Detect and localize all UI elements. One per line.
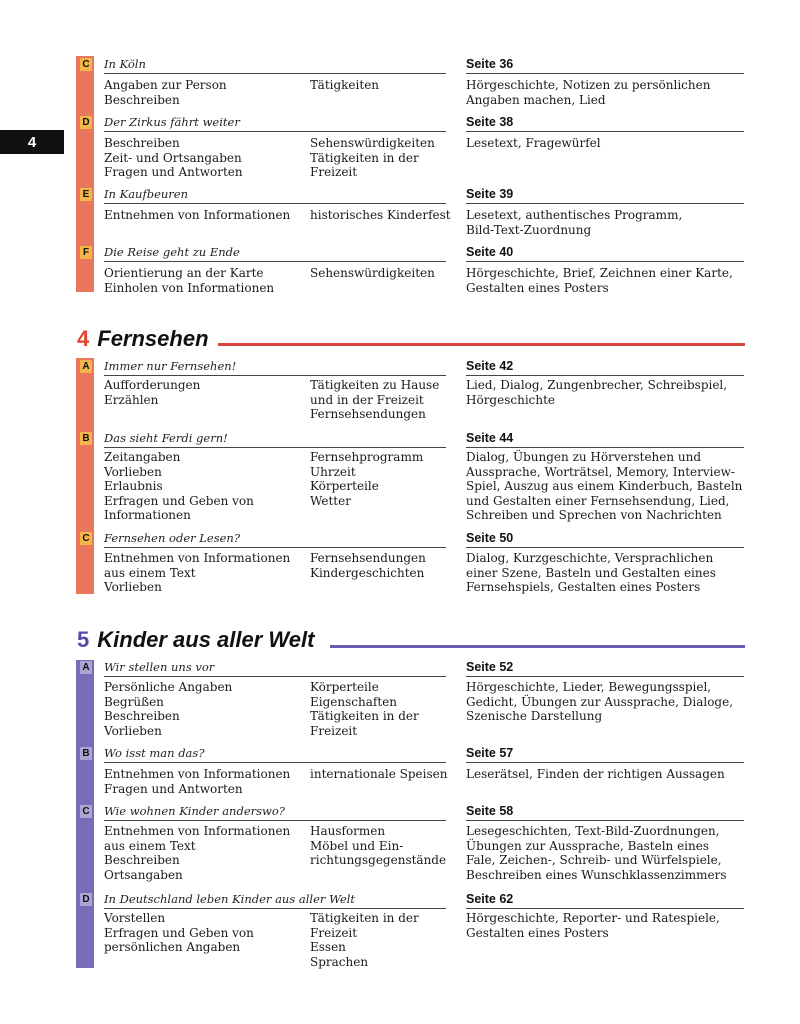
- topics-column: [310, 911, 460, 969]
- text-line: Entnehmen von Informationen: [104, 551, 291, 565]
- text-line: Gedicht, Übungen zur Aussprache, Dialoge,: [466, 694, 734, 709]
- text-line: Gestalten eines Posters: [466, 280, 609, 295]
- section-rule: [104, 676, 446, 677]
- communication-column: [104, 911, 304, 955]
- section-page: Seite 39: [466, 187, 514, 201]
- text-line: Orientierung an der Karte: [104, 266, 264, 280]
- text-line: Bild-Text-Zuordnung: [466, 222, 592, 237]
- text-line: Einholen von Informationen: [104, 280, 275, 295]
- text-line: Körperteile: [310, 479, 379, 493]
- section-page: Seite 58: [466, 804, 514, 818]
- section-rule: [466, 261, 744, 262]
- communication-column: [104, 824, 304, 882]
- text-line: Tätigkeiten: [310, 78, 380, 92]
- section-title: Das sieht Ferdi gern!: [104, 431, 228, 445]
- topics-column: [310, 266, 460, 281]
- text-line: Tätigkeiten in der: [310, 150, 419, 165]
- text-line: Beschreiben: [104, 136, 180, 150]
- text-line: Hörgeschichte: [466, 392, 556, 407]
- text-line: Aussprache, Worträtsel, Memory, Interview-: [466, 464, 735, 479]
- section-rule: [466, 676, 744, 677]
- section-title: Immer nur Fernsehen!: [104, 359, 237, 373]
- text-line: Gestalten eines Posters: [466, 925, 609, 940]
- text-line: Entnehmen von Informationen: [104, 208, 291, 222]
- section-rule: [466, 203, 744, 204]
- text-line: Möbel und Ein-: [310, 838, 404, 853]
- chapter-title: Fernsehen: [97, 326, 209, 351]
- text-line: und Gestalten einer Fernsehsendung, Lied,: [466, 493, 730, 508]
- text-line: Sprachen: [310, 954, 369, 969]
- section-rule: [466, 762, 744, 763]
- section-rule: [466, 820, 744, 821]
- activities-column: [466, 824, 756, 882]
- text-line: Erfragen und Geben von: [104, 925, 254, 940]
- activities-column: [466, 78, 756, 107]
- text-line: Zeit- und Ortsangaben: [104, 150, 242, 165]
- section-title: Fernsehen oder Lesen?: [104, 531, 241, 545]
- section-page: Seite 50: [466, 531, 514, 545]
- text-line: Hörgeschichte, Lieder, Bewegungsspiel,: [466, 680, 712, 694]
- topics-column: [310, 551, 460, 580]
- section-letter: D: [80, 893, 92, 906]
- text-line: Informationen: [104, 508, 191, 522]
- section-rule: [466, 908, 744, 909]
- text-line: Hausformen: [310, 824, 386, 838]
- activities-column: [466, 450, 756, 523]
- text-line: Zeitangaben: [104, 450, 181, 464]
- section-letter: C: [80, 805, 92, 818]
- section-rule: [466, 73, 744, 74]
- section-title: In Deutschland leben Kinder aus aller Welt: [104, 892, 356, 906]
- text-line: Fale, Zeichen-, Schreib- und Würfelspiele,: [466, 853, 722, 867]
- topics-column: [310, 378, 460, 422]
- text-line: Szenische Darstellung: [466, 709, 603, 723]
- section-rule: [466, 375, 744, 376]
- text-line: Übungen zur Aussprache, Basteln eines: [466, 838, 710, 853]
- activities-column: [466, 680, 756, 724]
- section-page: Seite 52: [466, 660, 514, 674]
- text-line: Lesetext, authentisches Programm,: [466, 208, 683, 222]
- text-line: Beschreiben eines Wunschklassenzimmers: [466, 867, 727, 882]
- text-line: Vorlieben: [104, 464, 162, 479]
- chapter-number: 4: [77, 326, 90, 351]
- section-title: Der Zirkus fährt weiter: [104, 115, 240, 129]
- page-number-tab: 4: [0, 130, 64, 154]
- chapter-title: Kinder aus aller Welt: [97, 627, 315, 652]
- section-letter: B: [80, 432, 92, 445]
- text-line: Dialog, Übungen zu Hörverstehen und: [466, 450, 702, 464]
- chapter-5-rule: [330, 645, 745, 648]
- text-line: Lesegeschichten, Text-Bild-Zuordnungen,: [466, 824, 720, 838]
- section-page: Seite 36: [466, 57, 514, 71]
- text-line: Fernsehsendungen: [310, 551, 426, 565]
- section-rule: [104, 820, 446, 821]
- section-page: Seite 57: [466, 746, 514, 760]
- section-rule: [104, 547, 446, 548]
- communication-column: [104, 266, 304, 295]
- section-page: Seite 38: [466, 115, 514, 129]
- section-page: Seite 44: [466, 431, 514, 445]
- chapter-4-heading: [77, 326, 209, 352]
- section-rule: [104, 203, 446, 204]
- text-line: Entnehmen von Informationen: [104, 824, 291, 838]
- text-line: Hörgeschichte, Reporter- und Ratespiele,: [466, 911, 720, 925]
- text-line: Tätigkeiten in der: [310, 709, 419, 723]
- text-line: aus einem Text: [104, 565, 196, 580]
- activities-column: [466, 378, 756, 407]
- text-line: Freizeit: [310, 165, 358, 179]
- activities-column: [466, 767, 756, 782]
- text-line: Wetter: [310, 493, 351, 508]
- chapter-4-rule: [218, 343, 745, 346]
- text-line: Tätigkeiten in der: [310, 911, 419, 925]
- text-line: Hörgeschichte, Brief, Zeichnen einer Karte,: [466, 266, 733, 280]
- section-letter: C: [80, 58, 92, 71]
- topics-column: [310, 824, 460, 868]
- section-rule: [466, 131, 744, 132]
- text-line: Hörgeschichte, Notizen zu persönlichen: [466, 78, 711, 92]
- communication-column: [104, 78, 304, 107]
- text-line: Eigenschaften: [310, 694, 397, 709]
- text-line: Persönliche Angaben: [104, 680, 233, 694]
- section-letter: E: [80, 188, 92, 201]
- text-line: Beschreiben: [104, 853, 180, 867]
- section-rule: [104, 908, 446, 909]
- text-line: persönlichen Angaben: [104, 940, 241, 954]
- text-line: Angaben machen, Lied: [466, 92, 606, 107]
- section-page: Seite 42: [466, 359, 514, 373]
- text-line: Entnehmen von Informationen: [104, 767, 291, 781]
- text-line: Vorlieben: [104, 723, 162, 738]
- section-title: Wir stellen uns vor: [104, 660, 215, 674]
- activities-column: [466, 136, 756, 151]
- text-line: Fernsehspiels, Gestalten eines Posters: [466, 580, 701, 594]
- section-rule: [466, 447, 744, 448]
- text-line: richtungsgegenstände: [310, 853, 447, 867]
- text-line: Uhrzeit: [310, 464, 356, 479]
- text-line: einer Szene, Basteln und Gestalten eines: [466, 565, 716, 580]
- text-line: Aufforderungen: [104, 378, 201, 392]
- section-rule: [104, 762, 446, 763]
- text-line: Essen: [310, 940, 346, 954]
- text-line: Dialog, Kurzgeschichte, Versprachlichen: [466, 551, 714, 565]
- section-letter: A: [80, 661, 92, 674]
- unit-4-color-bar: [76, 358, 94, 594]
- communication-column: [104, 208, 304, 223]
- text-line: Erfragen und Geben von: [104, 493, 254, 508]
- chapter-5-heading: [77, 627, 314, 653]
- text-line: Beschreiben: [104, 709, 180, 723]
- text-line: Schreiben und Sprechen von Nachrichten: [466, 508, 722, 522]
- section-title: In Köln: [104, 57, 146, 71]
- text-line: Kindergeschichten: [310, 565, 425, 580]
- section-title: In Kaufbeuren: [104, 187, 188, 201]
- text-line: internationale Speisen: [310, 767, 448, 781]
- text-line: und in der Freizeit: [310, 392, 424, 407]
- topics-column: [310, 78, 460, 93]
- section-letter: A: [80, 360, 92, 373]
- text-line: Sehenswürdigkeiten: [310, 136, 435, 150]
- text-line: Vorlieben: [104, 580, 162, 594]
- communication-column: [104, 450, 304, 523]
- section-letter: F: [80, 246, 92, 259]
- communication-column: [104, 680, 304, 738]
- text-line: Vorstellen: [104, 911, 166, 925]
- text-line: Begrüßen: [104, 694, 164, 709]
- text-line: Erzählen: [104, 392, 159, 407]
- text-line: Freizeit: [310, 925, 358, 940]
- section-rule: [104, 261, 446, 262]
- communication-column: [104, 551, 304, 595]
- text-line: Freizeit: [310, 723, 358, 738]
- text-line: Lied, Dialog, Zungenbrecher, Schreibspiel,: [466, 378, 728, 392]
- text-line: Körperteile: [310, 680, 379, 694]
- section-title: Wo isst man das?: [104, 746, 205, 760]
- topics-column: [310, 450, 460, 508]
- text-line: Sehenswürdigkeiten: [310, 266, 435, 280]
- text-line: Angaben zur Person: [104, 78, 227, 92]
- communication-column: [104, 378, 304, 407]
- text-line: Fragen und Antworten: [104, 165, 243, 179]
- topics-column: [310, 136, 460, 180]
- activities-column: [466, 911, 756, 940]
- text-line: Fernsehprogramm: [310, 450, 424, 464]
- section-page: Seite 40: [466, 245, 514, 259]
- text-line: Leserätsel, Finden der richtigen Aussagen: [466, 767, 725, 781]
- text-line: Spiel, Auszug aus einem Kinderbuch, Basteln: [466, 479, 743, 493]
- activities-column: [466, 266, 756, 295]
- topics-column: [310, 767, 460, 782]
- section-rule: [466, 547, 744, 548]
- text-line: Erlaubnis: [104, 479, 163, 493]
- section-page: Seite 62: [466, 892, 514, 906]
- activities-column: [466, 551, 756, 595]
- section-title: Wie wohnen Kinder anderswo?: [104, 804, 285, 818]
- text-line: historisches Kinderfest: [310, 208, 451, 222]
- section-rule: [104, 375, 446, 376]
- text-line: Tätigkeiten zu Hause: [310, 378, 440, 392]
- communication-column: [104, 767, 304, 796]
- section-letter: C: [80, 532, 92, 545]
- section-letter: B: [80, 747, 92, 760]
- text-line: Beschreiben: [104, 92, 180, 107]
- text-line: aus einem Text: [104, 838, 196, 853]
- activities-column: [466, 208, 756, 237]
- section-rule: [104, 73, 446, 74]
- topics-column: [310, 680, 460, 738]
- communication-column: [104, 136, 304, 180]
- section-rule: [104, 447, 446, 448]
- text-line: Fragen und Antworten: [104, 781, 243, 796]
- text-line: Fernsehsendungen: [310, 407, 426, 421]
- topics-column: [310, 208, 460, 223]
- section-title: Die Reise geht zu Ende: [104, 245, 240, 259]
- chapter-number: 5: [77, 627, 90, 652]
- section-rule: [104, 131, 446, 132]
- section-letter: D: [80, 116, 92, 129]
- text-line: Lesetext, Fragewürfel: [466, 136, 601, 150]
- text-line: Ortsangaben: [104, 867, 183, 882]
